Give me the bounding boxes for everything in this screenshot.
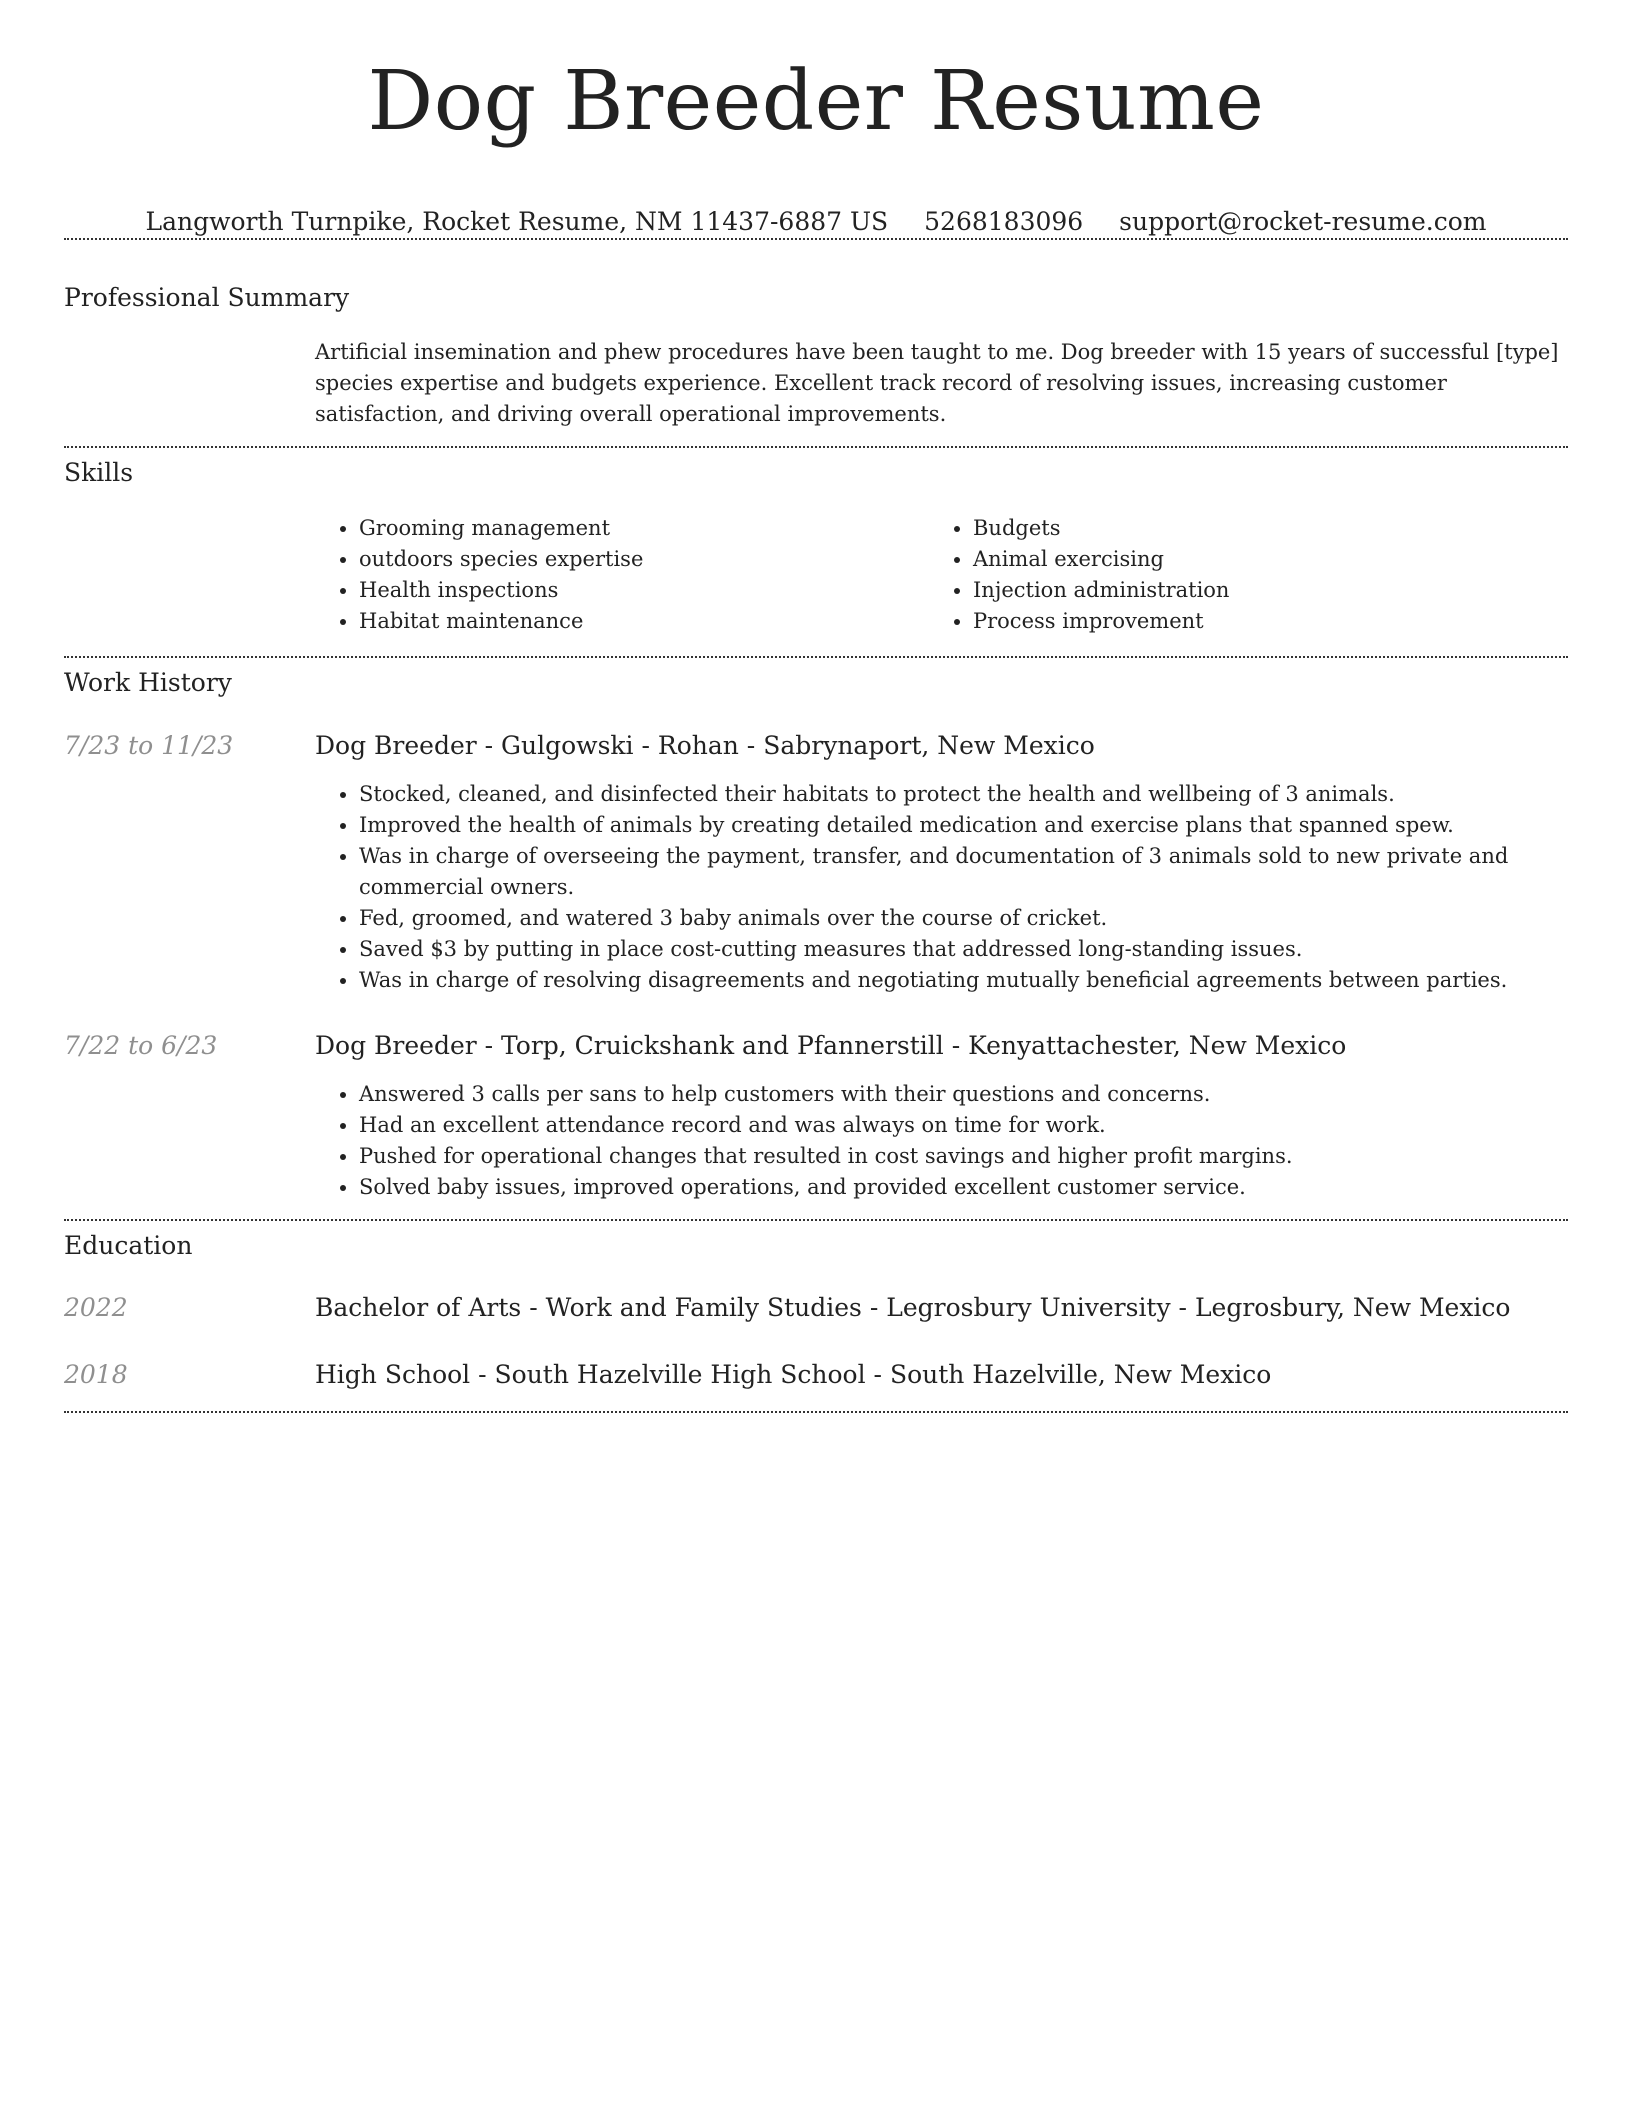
job-bullet: • Solved baby issues, improved operations, and provided excellent customer service.: [359, 1172, 1609, 1203]
resume-title: Dog Breeder Resume: [367, 54, 1265, 149]
education-year: 2022: [64, 1293, 128, 1322]
job-bullet: • Improved the health of animals by creating detailed medication and exercise plans that spanned spew.: [359, 810, 1609, 841]
skill-item: • Budgets: [973, 513, 1573, 544]
skill-item: • Grooming management: [359, 513, 919, 544]
contact-phone: 5268183096: [924, 207, 1084, 236]
education-degree: Bachelor of Arts - Work and Family Studies: [315, 1293, 862, 1322]
skills-list-left: [315, 513, 919, 637]
job-heading: Dog Breeder - Torp, Cruickshank and Pfannerstill - Kenyattachester, New Mexico: [315, 1031, 1347, 1060]
section-divider: [64, 1219, 1568, 1221]
contact-line: [0, 206, 1632, 238]
skill-item: • Animal exercising: [973, 544, 1573, 575]
skill-item: • Health inspections: [359, 575, 919, 606]
education-entry: [315, 1291, 1510, 1325]
job-bullet: • Fed, groomed, and watered 3 baby animals over the course of cricket.: [359, 903, 1609, 934]
job-bullets: [315, 1079, 1609, 1203]
contact-address: Langworth Turnpike, Rocket Resume, NM 11437-6887 US: [145, 207, 889, 236]
job-bullet: • Saved $3 by putting in place cost-cutting measures that addressed long-standing issues.: [359, 934, 1609, 965]
job-dates: 7/22 to 6/23: [64, 1031, 218, 1060]
education-entry: [315, 1358, 1271, 1392]
job-bullet: • Answered 3 calls per sans to help customers with their questions and concerns.: [359, 1079, 1609, 1110]
job-bullet: • Was in charge of resolving disagreements and negotiating mutually beneficial agreements between parties.: [359, 965, 1609, 996]
skill-item: • Process improvement: [973, 606, 1573, 637]
job-bullet: • Had an excellent attendance record and was always on time for work.: [359, 1110, 1609, 1141]
job-bullet: • Pushed for operational changes that resulted in cost savings and higher profit margins.: [359, 1141, 1609, 1172]
education-school: - South Hazelville High School - South Hazelville, New Mexico: [470, 1360, 1272, 1389]
job-dates: 7/23 to 11/23: [64, 731, 234, 760]
skill-item: • outdoors species expertise: [359, 544, 919, 575]
skills-heading: Skills: [64, 458, 134, 487]
skill-item: • Injection administration: [973, 575, 1573, 606]
skills-list-right: [929, 513, 1573, 637]
job-heading: Dog Breeder - Gulgowski - Rohan - Sabrynaport, New Mexico: [315, 731, 1095, 760]
job-bullet: • Stocked, cleaned, and disinfected their habitats to protect the health and wellbeing of 3 animals.: [359, 779, 1609, 810]
summary-heading: Professional Summary: [64, 283, 350, 312]
section-divider: [64, 446, 1568, 448]
education-degree: High School: [315, 1360, 471, 1389]
job-bullets: [315, 779, 1609, 996]
section-divider: [64, 656, 1568, 658]
skill-item: • Habitat maintenance: [359, 606, 919, 637]
section-divider: [64, 1411, 1568, 1413]
education-year: 2018: [64, 1360, 128, 1389]
section-divider: [64, 238, 1568, 240]
summary-text: Artificial insemination and phew procedures have been taught to me. Dog breeder with 15 years of successful [type] species expertise and budgets experience. Excellent track record of resolving issues, increasing customer satisfaction, and driving overall operational improvements.: [315, 340, 1559, 426]
education-school: - Legrosbury University - Legrosbury, New Mexico: [861, 1293, 1511, 1322]
job-bullet: • Was in charge of overseeing the payment, transfer, and documentation of 3 animals sold to new private and commercial owners.: [359, 841, 1609, 903]
education-heading: Education: [64, 1231, 193, 1260]
work-history-heading: Work History: [64, 668, 232, 697]
contact-email[interactable]: support@rocket-resume.com: [1119, 207, 1487, 236]
